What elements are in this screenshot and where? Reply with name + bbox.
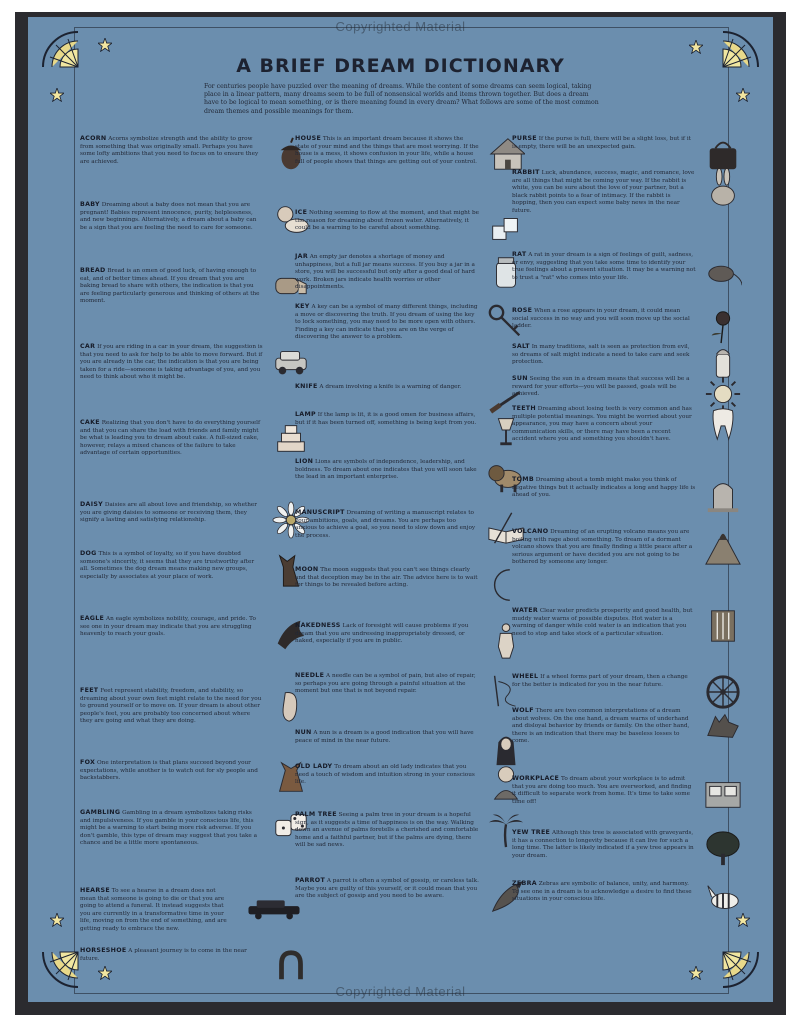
- entry-definition: [512, 405, 696, 444]
- entry-text: An empty jar denotes a shortage of money and unhappiness, but a full jar means success. If you buy a jar in a store, you will be successful but only after a good deal of hard work. Broken jars indicate health worries or other disappointments.: [295, 254, 475, 291]
- entry-definition: [295, 209, 479, 233]
- entry-headword: WATER: [512, 607, 538, 614]
- entry-definition: [80, 759, 264, 783]
- entry-definition: [80, 809, 264, 848]
- entry-text: A needle can be a symbol of pain, but also of repair, so perhaps you are going through a painful situation at the moment but one that is not beyond repair.: [295, 673, 476, 695]
- watermark-bottom: Copyrighted Material: [335, 984, 466, 999]
- entry-headword: BABY: [80, 201, 100, 208]
- entry-definition: [512, 829, 696, 860]
- entry-headword: WHEEL: [512, 673, 539, 680]
- entry-text: Dreaming about losing teeth is very common and has multiple potential meanings. You might be worried about your appearance, you may have a concern about your communication skills, or there may have been a recent accident where you and something you shouldn't have.: [512, 406, 692, 443]
- entry-headword: LION: [295, 458, 314, 465]
- entry-headword: OLD LADY: [295, 763, 333, 770]
- rose-icon: [704, 307, 742, 345]
- entry-text: Dreaming about a tomb might make you think of negative things but it actually indicates a long and happy life is ahead of you.: [512, 477, 696, 499]
- entry-definition: [80, 887, 230, 934]
- entry-text: The moon suggests that you can't see things clearly and that deception may be in the air. The advice here is to wait for things to be revealed before acting.: [295, 567, 478, 589]
- entry-headword: NEEDLE: [295, 672, 325, 679]
- entry-definition: [512, 169, 696, 216]
- entry-definition: [295, 303, 479, 342]
- dictionary-column-2: [295, 135, 527, 993]
- entry-definition: [512, 880, 696, 904]
- entry-text: Nothing seeming to flow at the moment, and that might be the reason for dreaming about frozen water. Alternatively, it could be a warning to be careful about something.: [295, 210, 479, 232]
- entry-definition: [80, 343, 264, 382]
- entry-text: Acorns symbolize strength and the ability to grow from something that was originally small. Perhaps you have some lofty ambitions that you need to focus on to ensure they are achieved.: [80, 136, 259, 165]
- entry-definition: [295, 763, 479, 787]
- volcano-icon: [704, 528, 742, 566]
- entry-definition: [295, 458, 479, 482]
- entry-text: If the lamp is lit, it is a good omen for business affairs, but if it has been turned off, something is being kept from you.: [295, 412, 477, 426]
- entry-text: There are two common interpretations of a dream about wolves. On the one hand, a dream warns of underhand and disloyal behavior by friends or family. On the other hand, there is an indication that there may be baseless losses to come.: [512, 708, 690, 745]
- dream-dictionary-poster: [28, 17, 773, 1002]
- dictionary-column-1: [80, 135, 312, 993]
- entry-headword: ZEBRA: [512, 880, 537, 887]
- rat-icon: [704, 251, 742, 289]
- entry-headword: LAMP: [295, 411, 316, 418]
- entry-headword: VOLCANO: [512, 528, 549, 535]
- entry-text: Seeing the sun in a dream means that success will be a reward for your efforts—you will be passed, goals will be achieved.: [512, 376, 690, 398]
- entry-text: A rat in your dream is a sign of feelings of guilt, sadness, or envy, suggesting that you take some time to identify your true feelings about a present situation. It may be a warning not to trust a "rat" who comes into your life.: [512, 252, 696, 281]
- entry-text: Dreaming of an erupting volcano means you are boiling with rage about something. To dream of a dormant volcano shows that you are finally finding a little peace after a serious argument or have decided you are not going to be bothered by someone any longer.: [512, 529, 693, 566]
- entry-headword: ICE: [295, 209, 308, 216]
- entry-definition: [80, 135, 264, 166]
- entry-headword: HORSESHOE: [80, 947, 127, 954]
- entry-text: To dream about your workplace is to admit that you are doing too much. You are overworked, and finding it difficult to separate work from home. It's time to take some time off!: [512, 776, 692, 805]
- entry-headword: PARROT: [295, 877, 326, 884]
- entry-headword: KNIFE: [295, 383, 318, 390]
- star-icon: [50, 87, 64, 101]
- entry-headword: MOON: [295, 566, 319, 573]
- entry-headword: SALT: [512, 343, 530, 350]
- watermark-top: Copyrighted Material: [335, 19, 466, 34]
- entry-headword: YEW TREE: [512, 829, 551, 836]
- entry-definition: [80, 687, 264, 726]
- entry-definition: [295, 566, 479, 590]
- entry-definition: [512, 135, 696, 151]
- entry-text: This is an important dream because it shows the state of your mind and the things that are most worrying. If the house is a mess, it shows confusion in your life, while a house full of people shows that things are getting out of your control.: [295, 136, 479, 165]
- entry-headword: NUN: [295, 729, 312, 736]
- entry-headword: ROSE: [512, 307, 533, 314]
- entry-text: If you are riding in a car in your dream, the suggestion is that you need to ask for help to be able to move forward. But if you are already in the car, the indication is that you are being taken for a ride—someone is taking advantage of you, and you need to think about who it might be.: [80, 344, 263, 381]
- entry-definition: [295, 729, 479, 745]
- entry-definition: [295, 383, 479, 392]
- rabbit-icon: [704, 169, 742, 207]
- entry-text: A parrot is often a symbol of gossip, or careless talk. Maybe you are guilty of this yourself, or it could mean that you are the subject of gossip and you need to be aware.: [295, 878, 479, 900]
- entry-text: Feet represent stability, freedom, and stability, so dreaming about your own feet might relate to the need for you to ground yourself or to move on. If your dream is about other people's feet, you are probably too concerned about where they are going and what they are doing.: [80, 688, 262, 725]
- entry-definition: [80, 201, 264, 232]
- entry-text: One interpretation is that plans succeed beyond your expectations, while another is to watch out for sly people and backstabbers.: [80, 760, 258, 782]
- wheel-icon: [704, 673, 742, 711]
- entry-headword: DOG: [80, 550, 97, 557]
- entry-headword: BREAD: [80, 267, 106, 274]
- intro-paragraph: For centuries people have puzzled over the meaning of dreams. While the content of some dreams can seem logical, taking place in a linear pattern, many dreams seem to be full of nonsensical worlds and items thrown together. But does a dream have to be logical to mean something, or is there meaning found in every dream? What follows are some of the most common dream themes and possible meanings for them.: [204, 83, 599, 115]
- entry-definition: [512, 476, 696, 500]
- entry-definition: [80, 419, 264, 458]
- tree-icon: [704, 829, 742, 867]
- entry-text: Luck, abundance, success, magic, and romance, love are all things that might be coming your way. If the rabbit is white, you can be sure about the love of your partner, but a black rabbit points to a fear of intimacy. If the rabbit is hopping, then you can expect some baby news in the near future.: [512, 170, 695, 214]
- entry-definition: [512, 375, 696, 399]
- entry-definition: [512, 707, 696, 746]
- entry-headword: TEETH: [512, 405, 536, 412]
- entry-headword: EAGLE: [80, 615, 105, 622]
- entry-definition: [512, 528, 696, 567]
- entry-text: This is a symbol of loyalty, so if you have doubted someone's sincerity, it seems that they are trustworthy after all. Sometimes the dog dream means making new groups, especially by associates at your place of work.: [80, 551, 255, 580]
- entry-text: When a rose appears in your dream, it could mean social success in no way and you will soon move up the social ladder.: [512, 308, 690, 330]
- entry-definition: [295, 411, 479, 427]
- page-title: A BRIEF DREAM DICTIONARY: [236, 55, 565, 77]
- entry-definition: [512, 307, 696, 331]
- entry-headword: PURSE: [512, 135, 537, 142]
- entry-headword: HOUSE: [295, 135, 322, 142]
- entry-headword: DAISY: [80, 501, 104, 508]
- entry-headword: RABBIT: [512, 169, 540, 176]
- entry-text: A pleasant journey is to come in the near future.: [80, 948, 247, 962]
- purse-icon: [704, 135, 742, 173]
- entry-text: In many traditions, salt is seen as protection from evil, so dreams of salt might indicate a need to take care and seek protection.: [512, 344, 690, 366]
- entry-definition: [80, 267, 264, 306]
- entry-text: Seeing a palm tree in your dream is a hopeful sign, as it suggests a time of happiness is on the way. Walking down an avenue of palms foretells a cherished and comfortable home and a faithful partner, but if the palms are dying, there will be sad news.: [295, 812, 479, 849]
- entry-headword: GAMBLING: [80, 809, 121, 816]
- entry-text: Lack of foresight will cause problems if you dream that you are undressing inappropriately dressed, or naked, especially if you are in public.: [295, 623, 469, 645]
- entry-text: A key can be a symbol of many different things, including a move or discovering the truth. If you dream of using the key to lock something, you may need to be more open with others. Finding a key can indicate that you are on the verge of discovering the answer to a problem.: [295, 304, 478, 341]
- entry-definition: [295, 877, 479, 901]
- entry-text: If a wheel forms part of your dream, then a change for the better is indicated for you in the near future.: [512, 674, 688, 688]
- tooth-icon: [704, 405, 742, 443]
- entry-headword: WORKPLACE: [512, 775, 560, 782]
- star-icon: [736, 87, 750, 101]
- entry-definition: [512, 607, 696, 638]
- entry-text: Lions are symbols of independence, leadership, and boldness. To dream about one indicates that you will soon take the lead in an important enterprise.: [295, 459, 477, 481]
- entry-headword: RAT: [512, 251, 527, 258]
- entry-definition: [80, 550, 264, 581]
- entry-text: Zebras are symbolic of balance, unity, and harmony. To see one in a dream is to acknowledge a desire to find these situations in your conscious life.: [512, 881, 692, 903]
- entry-text: Dreaming of writing a manuscript relates to your ambitions, goals, and dreams. You are perhaps too anxious to achieve a goal, so you need to slow down and enjoy the process.: [295, 510, 476, 539]
- entry-headword: FOX: [80, 759, 96, 766]
- entry-definition: [512, 343, 696, 367]
- entry-headword: ACORN: [80, 135, 107, 142]
- dictionary-column-3: [512, 135, 744, 993]
- office-icon: [704, 775, 742, 813]
- entry-definition: [512, 251, 696, 282]
- entry-definition: [295, 622, 479, 646]
- entry-headword: KEY: [295, 303, 310, 310]
- entry-headword: CAKE: [80, 419, 100, 426]
- entry-definition: [80, 615, 264, 639]
- entry-definition: [80, 501, 264, 525]
- entry-definition: [295, 811, 479, 850]
- entry-headword: HEARSE: [80, 887, 110, 894]
- entry-definition: [295, 509, 479, 540]
- entry-headword: CAR: [80, 343, 96, 350]
- entry-text: Daisies are all about love and friendship, so whether you are giving daisies to someone or receiving them, they signify a lasting and satisfying relationship.: [80, 502, 257, 524]
- entry-text: An eagle symbolizes nobility, courage, and pride. To see one in your dream may indicate that you are struggling heavenly to reach your goals.: [80, 616, 256, 638]
- entry-text: Bread is an omen of good luck, of having enough to eat, and of better times ahead. If you dream that you are baking bread to share with others, the indication is that you are feeling particularly generous and thinking of others at the moment.: [80, 268, 260, 305]
- entry-headword: TOMB: [512, 476, 534, 483]
- entry-headword: JAR: [295, 253, 308, 260]
- star-icon: [98, 37, 112, 51]
- entry-text: A dream involving a knife is a warning of danger.: [319, 384, 462, 390]
- entry-text: Clear water predicts prosperity and good health, but muddy water warns of possible disputes. Hot water is a warning of danger while cold water is an indication that you need to stop and take stock of a particular situation.: [512, 608, 693, 637]
- star-icon: [50, 912, 64, 926]
- entry-text: A nun is a dream is a good indication that you will have peace of mind in the near future.: [295, 730, 474, 744]
- entry-headword: PALM TREE: [295, 811, 337, 818]
- entry-headword: WOLF: [512, 707, 534, 714]
- entry-headword: FEET: [80, 687, 99, 694]
- entry-headword: SUN: [512, 375, 528, 382]
- entry-text: To see a hearse in a dream does not mean that someone is going to die or that you are going to attend a funeral. It instead suggests that you are currently in a transformative time in your life, moving on from the end of something, and are getting ready to embrace the new.: [80, 888, 227, 932]
- entry-text: To dream about an old lady indicates that you need a touch of wisdom and intuition strong in your conscious life.: [295, 764, 475, 786]
- entry-definition: [512, 673, 696, 689]
- entry-headword: NAKEDNESS: [295, 622, 341, 629]
- entry-definition: [295, 672, 479, 696]
- entry-text: Dreaming about a baby does not mean that you are pregnant! Babies represent innocence, purity, helplessness, and new beginnings. Alternatively, a dream about a baby can be a sign that you are feeling the need to care for someone.: [80, 202, 257, 231]
- entry-text: Gambling in a dream symbolizes taking risks and impulsiveness. If you gamble in your conscious life, this might be a warning to start being more risk adverse. If you don't gamble, this type of dream may suggest that you take a chance and be a little more spontaneous.: [80, 810, 257, 847]
- entry-definition: [512, 775, 696, 806]
- entry-headword: MANUSCRIPT: [295, 509, 345, 516]
- star-icon: [689, 39, 703, 53]
- tomb-icon: [704, 476, 742, 514]
- waterfall-icon: [704, 607, 742, 645]
- entry-text: Realizing that you don't have to do everything yourself and that you can share the load with friends and family might be what is leading you to dream about cake. A full-sized cake, however, relays a mixed chances of the failure to take advantage of certain opportunities.: [80, 420, 261, 457]
- entry-text: If the purse is full, there will be a slight loss, but if it is empty, there will be an unexpected gain.: [512, 136, 691, 150]
- wolf-icon: [704, 707, 742, 745]
- entry-definition: [295, 135, 479, 166]
- entry-definition: [295, 253, 479, 292]
- zebra-icon: [704, 880, 742, 918]
- entry-text: Although this tree is associated with graveyards, it has a connection to longevity because it can live for such a long time. The latter is likely indicated if a yew tree appears in your dream.: [512, 830, 694, 859]
- entry-definition: [80, 947, 264, 963]
